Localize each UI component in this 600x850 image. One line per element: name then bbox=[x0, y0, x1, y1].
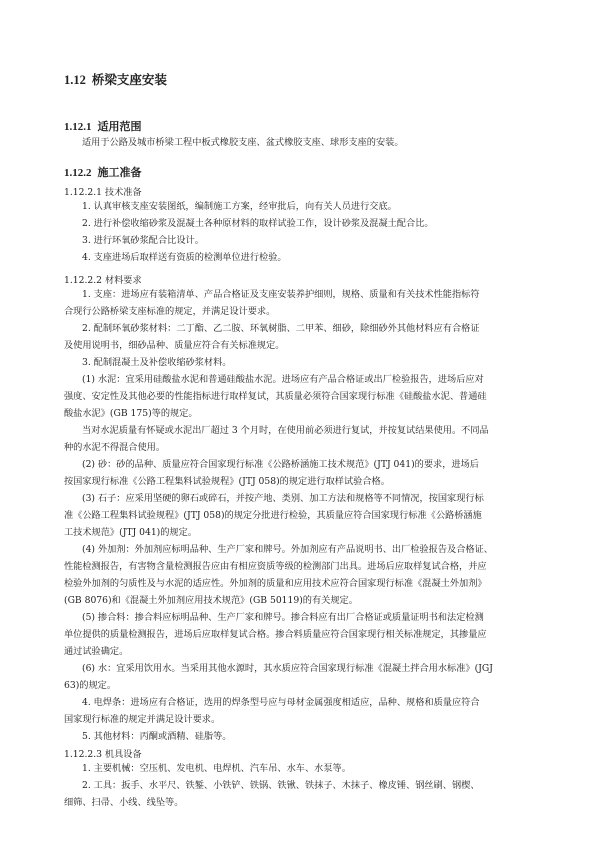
list-item: 4. 支座进场后取样送有资质的检测单位进行检验。 bbox=[82, 252, 287, 263]
material-heading: 1.12.2.2 材料要求 bbox=[64, 275, 142, 286]
list-item: 2. 进行补偿收缩砂浆及混凝土各种原材料的取样试验工作，设计砂浆及混凝土配合比。 bbox=[82, 218, 434, 229]
tech-prep-heading: 1.12.2.1 技术准备 bbox=[64, 187, 142, 198]
section-title: 1.12 桥梁支座安装 bbox=[64, 72, 167, 87]
material-requirements: 1. 支座：进场应有装箱清单、产品合格证及支座安装养护细则，规格、质量和有关技术性能指标符 合现行公路桥梁支座标准的规定，并满足设计要求。 2. 配制环氧砂浆材料：二丁酯、乙二胺、环氧树脂、二甲苯、细砂，除细砂外其他材料应有合格证 及使用说明书，细砂品种、质量应符合有关标准规定。 3. 配制混凝土及补偿收缩砂浆材料。 (1) 水泥：宜采用硅酸盐水泥和普通硅酸盐水泥。进场应有产品合格证或出厂检验报告，进场后应对 强度、安定性及其他必要的性能指标进行取样复试，其质量必须符合国家现行标准《硅酸盐水泥、普通硅 酸盐水泥》(GB 175)等的规定。 当对水泥质量有怀疑或水泥出厂超过 3 个月时，在使用前必须进行复试，并按复试结果使用。不同品 种的水泥不得混合使用。 (2) 砂：砂的品种、质量应符合国家现行标准《公路桥涵施工技术规范》(JTJ 041)的要求，进场后 按国家现行标准《公路工程集料试验规程》(JTJ 058)的规定进行取样试验合格。 (3) 石子：应采用坚硬的卵石或碎石，并按产地、类别、加工方法和规格等不同情况，按国家现行标 准《公路工程集料试验规程》(JTJ 058)的规定分批进行检验，其质量应符合国家现行标准《公路桥涵施 工技术规范》(JTJ 041)的规定。 (4) 外加剂：外加剂应标明品种、生产厂家和牌号。外加剂应有产品说明书、出厂检验报告及合格证、 性能检测报告，有害物含量检测报告应由有相应资质等级的检测部门出具。进场后应取样复试合格，并应 检验外加剂的匀质性及与水泥的适应性。外加剂的质量和应用技术应符合国家现行标准《混凝土外加剂》 (GB 8076)和《混凝土外加剂应用技术规范》(GB 50119)的有关规定。 (5) 掺合料：掺合料应标明品种、生产厂家和牌号。掺合料应有出厂合格证或质量证明书和法定检测 单位提供的质量检测报告，进场后应取样复试合格。掺合料质量应符合国家现行相关标准规定，其掺量应 通过试验确定。 (6) 水：宜采用饮用水。当采用其他水源时，其水质应符合国家现行标准《混凝土拌合用水标准》(JGJ 63)的规定。 4. 电焊条：进场应有合格证，选用的焊条型号应与母材金属强度相适应，品种、规格和质量应符合 国家现行标准的规定并满足设计要求。 5. 其他材料：丙酮或酒精、硅脂等。 bbox=[64, 289, 493, 742]
subsection-heading-scope: 1.12.1 适用范围 bbox=[64, 120, 142, 133]
scope-paragraph: 适用于公路及城市桥梁工程中板式橡胶支座、盆式橡胶支座、球形支座的安装。 bbox=[82, 137, 404, 148]
list-item: 1. 认真审核支座安装图纸，编制施工方案，经审批后，向有关人员进行交底。 bbox=[82, 201, 397, 212]
list-item: 3. 进行环氧砂浆配合比设计。 bbox=[82, 235, 204, 246]
equipment-list: 1. 主要机械：空压机、发电机、电焊机、汽车吊、水车、水泵等。 2. 工具：扳手、水平尺、铁錾、小铁铲、铁锅、铁锹、铁抹子、木抹子、橡皮锤、钢丝刷、钢楔、 细筛、扫帚、小线、线坠等。 bbox=[64, 763, 480, 808]
tech-prep-list bbox=[64, 198, 550, 266]
subsection-heading-prep: 1.12.2 施工准备 bbox=[64, 166, 142, 179]
equipment-heading: 1.12.2.3 机具设备 bbox=[64, 749, 142, 760]
